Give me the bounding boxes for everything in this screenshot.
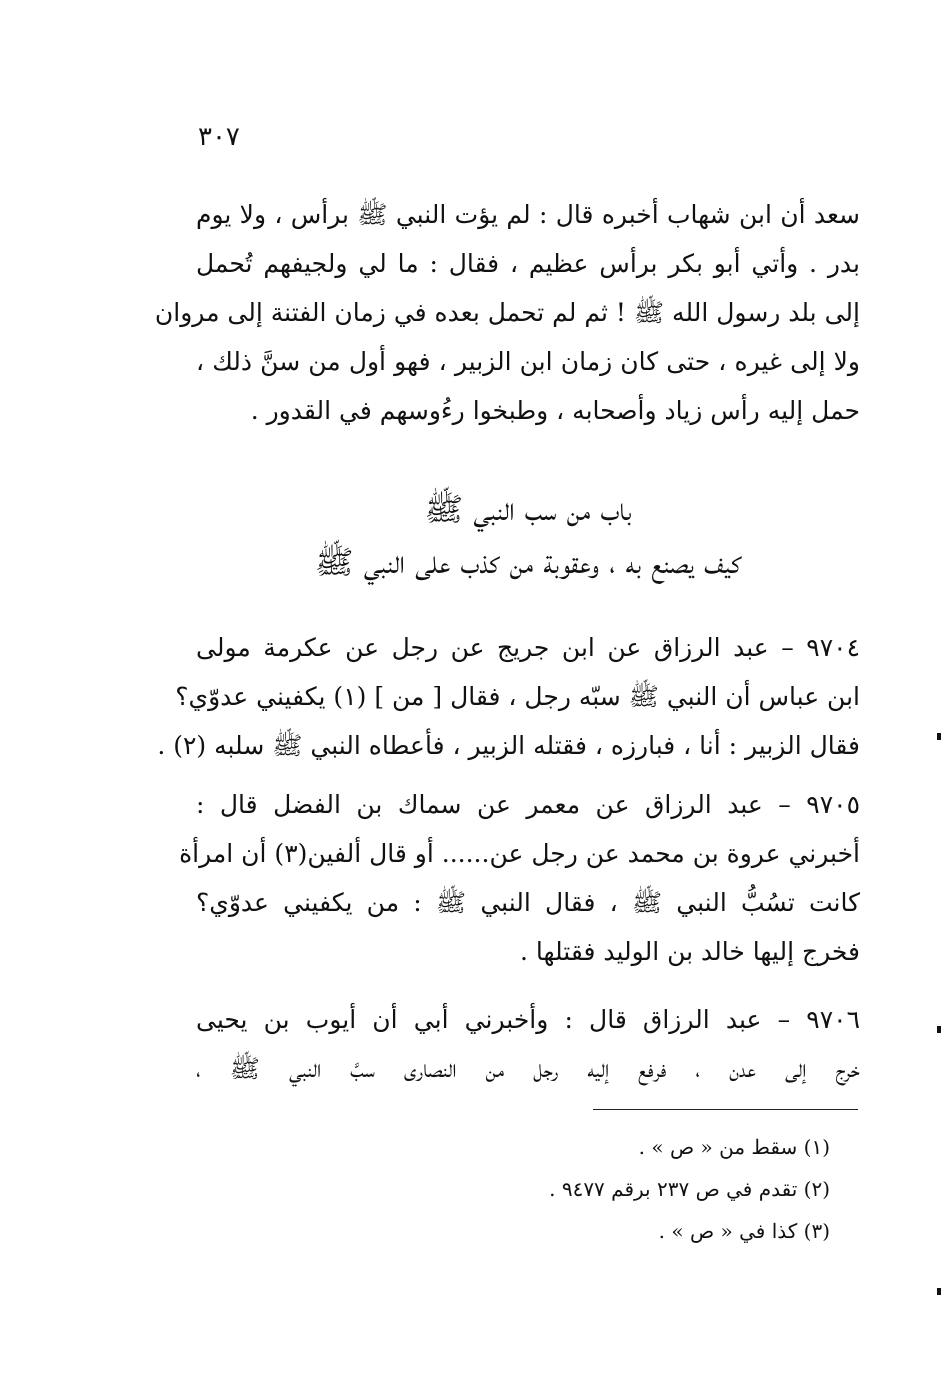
text-line: خرج إلى عدن ، فرفع إليه رجل من النصارى سبَّ النبي ﷺ ، (196, 1054, 860, 1083)
text-line: فقال الزبير : أنا ، فبارزه ، فقتله الزبير ، فأعطاه النبي ﷺ سلبه (٢) . (157, 731, 860, 760)
scan-mark (937, 1026, 941, 1033)
hadith-9705 (179, 780, 860, 976)
hadith-9706 (196, 995, 860, 1093)
text-line: إلى بلد رسول الله ﷺ ! ثم لم تحمل بعده في زمان الفتنة إلى مروان (154, 298, 860, 327)
text-line: حمل إليه رأس زياد وأصحابه ، وطبخوا رءُوسهم في القدور . (250, 396, 860, 425)
text-line: ٩٧٠٥ – عبد الرزاق عن معمر عن سماك بن الفضل قال : (196, 790, 860, 819)
text-line: فخرج إليها خالد بن الوليد فقتلها . (519, 937, 860, 966)
intro-paragraph (154, 190, 860, 435)
text-line: سعد أن ابن شهاب أخبره قال : لم يؤت النبي ﷺ برأس ، ولا يوم (196, 200, 860, 229)
footnote-divider (593, 1109, 858, 1110)
text-line: بدر . وأتي أبو بكر برأس عظيم ، فقال : ما لي ولجيفهم تُحمل (196, 249, 860, 278)
footnote: (١) سقط من « ص » . (638, 1135, 830, 1159)
footnote: (٣) كذا في « ص » . (658, 1219, 830, 1243)
chapter-title-line-1: باب من سب النبي ﷺ (424, 490, 632, 528)
text-line: ٩٧٠٤ – عبد الرزاق عن ابن جريج عن رجل عن عكرمة مولى (196, 633, 860, 662)
footnotes (420, 1126, 830, 1252)
hadith-9704 (157, 623, 860, 770)
text-line: ابن عباس أن النبي ﷺ سبّه رجل ، فقال [ من ] (١) يكفيني عدوّي؟ (175, 682, 860, 711)
text-line: كانت تسُبُّ النبي ﷺ ، فقال النبي ﷺ : من يكفيني عدوّي؟ (196, 888, 860, 917)
text-line: ولا إلى غيره ، حتى كان زمان ابن الزبير ، فهو أول من سنَّ ذلك ، (196, 347, 860, 376)
text-line: ٩٧٠٦ – عبد الرزاق قال : وأخبرني أبي أن أيوب بن يحيى (196, 1005, 860, 1034)
page-number: ٣٠٧ (198, 122, 240, 152)
footnote: (٢) تقدم في ص ٢٣٧ برقم ٩٤٧٧ . (549, 1177, 830, 1201)
text-line: أخبرني عروة بن محمد عن رجل عن...... أو قال ألفين(٣) أن امرأة (179, 839, 860, 868)
scan-mark (937, 733, 941, 740)
scan-mark (937, 1288, 941, 1295)
chapter-title-line-2: كيف يصنع به ، وعقوبة من كذب على النبي ﷺ (314, 543, 742, 581)
